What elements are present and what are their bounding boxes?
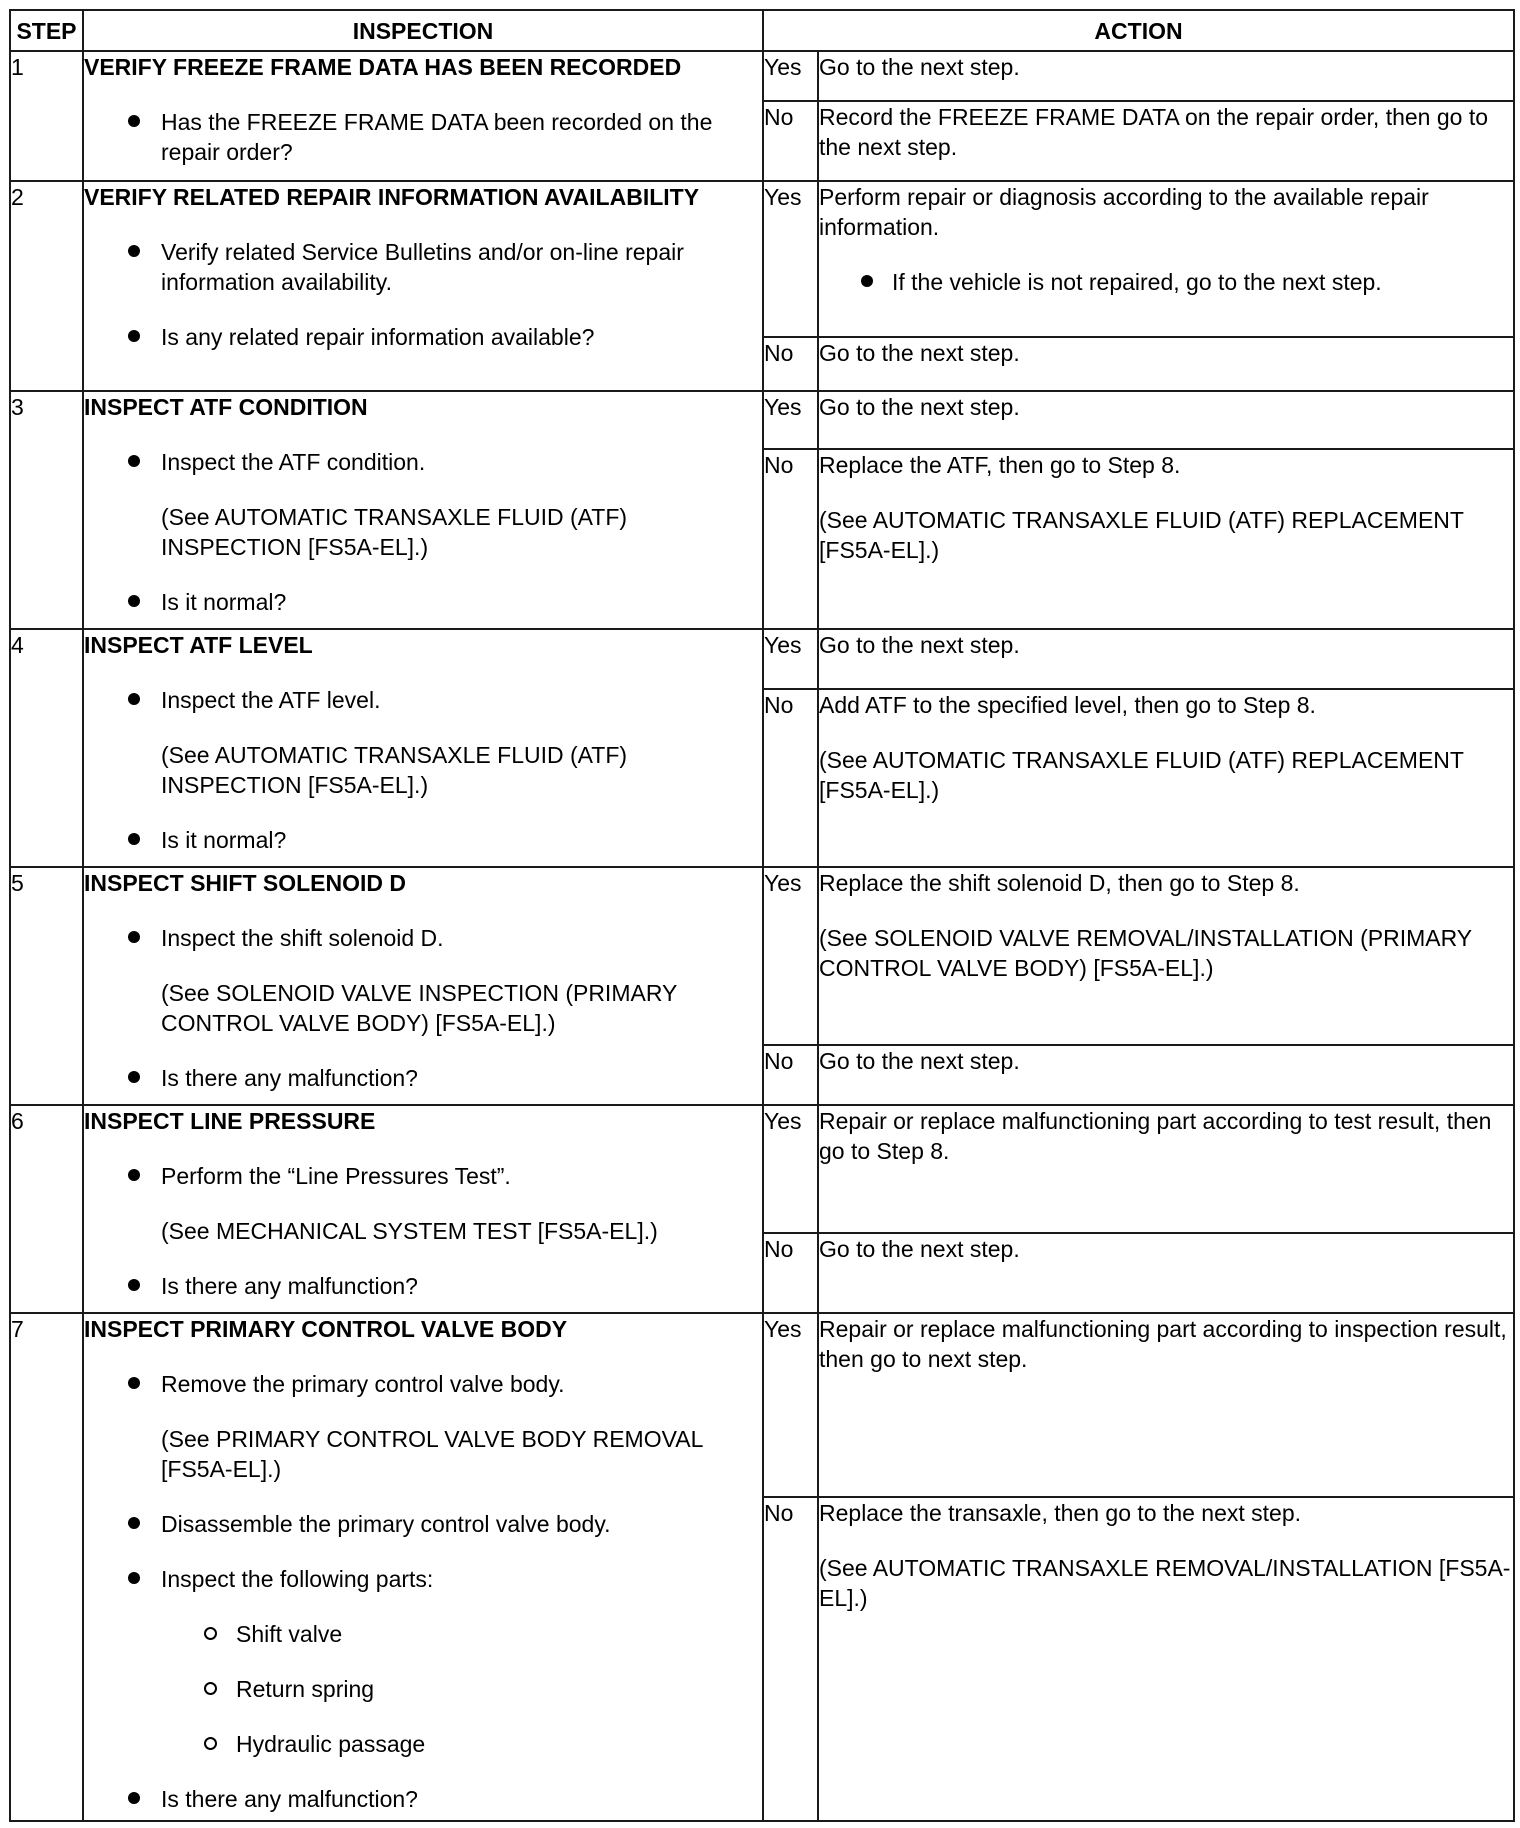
inspection-reference: (See AUTOMATIC TRANSAXLE FLUID (ATF) INSPECTION [FS5A-EL].) [161,504,628,560]
inspection-title: INSPECT PRIMARY CONTROL VALVE BODY [84,1316,568,1342]
inspection-item-text: Inspect the ATF level. [161,687,381,713]
no-action-text: Replace the transaxle, then go to the next step. [819,1500,1302,1526]
bullet-icon [128,1792,140,1804]
bullet-icon [861,275,873,287]
action-reference: (See AUTOMATIC TRANSAXLE REMOVAL/INSTALLATION [FS5A-EL].) [819,1555,1511,1611]
inspection-cell [83,51,763,181]
inspection-sub-item-text: Return spring [236,1676,375,1702]
bullet-icon [128,115,140,127]
step-number: 1 [10,51,83,181]
table-row [10,629,1514,689]
inspection-item [84,685,762,715]
inspection-item-text: Verify related Service Bulletins and/or on-line repair information availability. [161,239,684,295]
inspection-sub-item [84,1729,762,1759]
inspection-question-text: Is there any malfunction? [161,1786,418,1812]
inspection-sub-item-text: Hydraulic passage [236,1731,426,1757]
bullet-icon [128,931,140,943]
yes-action-cell [818,391,1514,449]
no-action-cell [818,689,1514,867]
inspection-title: INSPECT ATF CONDITION [84,394,368,420]
bullet-icon [128,330,140,342]
action-reference: (See AUTOMATIC TRANSAXLE FLUID (ATF) REPLACEMENT [FS5A-EL].) [819,747,1464,803]
inspection-item [84,1509,762,1539]
bullet-icon [128,595,140,607]
inspection-reference: (See MECHANICAL SYSTEM TEST [FS5A-EL].) [161,1218,658,1244]
inspection-item [84,1369,762,1399]
yes-action-text: Go to the next step. [819,54,1020,80]
inspection-item [84,107,762,167]
step-number: 7 [10,1313,83,1821]
table-row [10,867,1514,1045]
table-header-row [10,10,1514,51]
yes-action-cell [818,51,1514,101]
no-action-cell [818,337,1514,391]
inspection-question [84,587,762,617]
inspection-reference: (See SOLENOID VALVE INSPECTION (PRIMARY CONTROL VALVE BODY) [FS5A-EL].) [161,980,677,1036]
table-row [10,51,1514,101]
no-label: No [763,1497,818,1821]
inspection-cell [83,1105,763,1313]
inspection-cell [83,867,763,1105]
bullet-icon [128,833,140,845]
inspection-item [84,447,762,477]
no-action-text: Replace the ATF, then go to Step 8. [819,452,1181,478]
bullet-icon [128,1377,140,1389]
yes-action-cell [818,867,1514,1045]
inspection-sub-item-text: Shift valve [236,1621,343,1647]
inspection-question [84,825,762,855]
yes-label: Yes [763,1313,818,1497]
bullet-icon [128,1071,140,1083]
diagnostic-procedure-sheet [9,9,1513,1822]
yes-label: Yes [763,51,818,101]
inspection-title: INSPECT LINE PRESSURE [84,1108,376,1134]
no-label: No [763,449,818,629]
yes-action-text: Replace the shift solenoid D, then go to Step 8. [819,870,1300,896]
no-label: No [763,1233,818,1313]
inspection-item-text: Inspect the ATF condition. [161,449,426,475]
bullet-icon [128,1169,140,1181]
bullet-icon [128,1279,140,1291]
inspection-item-text: Inspect the shift solenoid D. [161,925,444,951]
inspection-title: VERIFY RELATED REPAIR INFORMATION AVAILABILITY [84,184,700,210]
yes-action-text: Go to the next step. [819,632,1020,658]
step-column-header: STEP [10,10,83,51]
table-row [10,1105,1514,1233]
table-row [10,391,1514,449]
yes-label: Yes [763,1105,818,1233]
inspection-item [84,1161,762,1191]
yes-label: Yes [763,181,818,337]
inspection-item-text: Remove the primary control valve body. [161,1371,565,1397]
no-label: No [763,689,818,867]
inspection-cell [83,629,763,867]
inspection-sub-item [84,1674,762,1704]
inspection-item-text: Inspect the following parts: [161,1566,434,1592]
no-label: No [763,337,818,391]
circle-bullet-icon [204,1682,217,1695]
action-column-header: ACTION [763,10,1514,51]
yes-action-cell [818,1313,1514,1497]
no-action-text: Go to the next step. [819,1236,1020,1262]
inspection-item [84,237,762,297]
step-number: 6 [10,1105,83,1313]
inspection-item-text: Is any related repair information available? [161,324,595,350]
no-action-cell [818,101,1514,181]
inspection-cell [83,181,763,391]
action-item [819,267,1513,297]
bullet-icon [128,455,140,467]
yes-action-cell [818,1105,1514,1233]
step-number: 4 [10,629,83,867]
circle-bullet-icon [204,1737,217,1750]
bullet-icon [128,245,140,257]
yes-action-text: Repair or replace malfunctioning part according to inspection result, then go to next step. [819,1316,1507,1372]
inspection-item [84,1564,762,1594]
step-number: 3 [10,391,83,629]
inspection-sub-item [84,1619,762,1649]
step-number: 5 [10,867,83,1105]
inspection-title: VERIFY FREEZE FRAME DATA HAS BEEN RECORDED [84,54,682,80]
yes-action-cell [818,629,1514,689]
inspection-item-text: Perform the “Line Pressures Test”. [161,1163,511,1189]
no-action-text: Add ATF to the specified level, then go to Step 8. [819,692,1316,718]
inspection-item-text: Disassemble the primary control valve body. [161,1511,611,1537]
yes-action-cell [818,181,1514,337]
yes-action-text: Go to the next step. [819,394,1020,420]
action-item-text: If the vehicle is not repaired, go to the next step. [892,269,1382,295]
no-action-cell [818,1233,1514,1313]
inspection-reference: (See AUTOMATIC TRANSAXLE FLUID (ATF) INSPECTION [FS5A-EL].) [161,742,628,798]
inspection-question-text: Is it normal? [161,589,287,615]
inspection-item [84,322,762,352]
no-action-cell [818,1497,1514,1821]
no-action-text: Go to the next step. [819,1048,1020,1074]
table-row [10,181,1514,337]
bullet-icon [128,1517,140,1529]
inspection-title: INSPECT ATF LEVEL [84,632,313,658]
no-action-cell [818,1045,1514,1105]
table-row [10,1313,1514,1497]
step-number: 2 [10,181,83,391]
no-action-text: Record the FREEZE FRAME DATA on the repair order, then go to the next step. [819,104,1488,160]
no-action-cell [818,449,1514,629]
no-action-text: Go to the next step. [819,340,1020,366]
circle-bullet-icon [204,1627,217,1640]
inspection-question [84,1784,762,1814]
inspection-column-header: INSPECTION [83,10,763,51]
yes-label: Yes [763,867,818,1045]
inspection-question [84,1063,762,1093]
inspection-cell [83,391,763,629]
action-reference: (See SOLENOID VALVE REMOVAL/INSTALLATION (PRIMARY CONTROL VALVE BODY) [FS5A-EL].) [819,925,1472,981]
yes-label: Yes [763,391,818,449]
no-label: No [763,101,818,181]
inspection-title: INSPECT SHIFT SOLENOID D [84,870,407,896]
inspection-item-text: Has the FREEZE FRAME DATA been recorded on the repair order? [161,109,713,165]
inspection-question-text: Is there any malfunction? [161,1065,418,1091]
bullet-icon [128,693,140,705]
inspection-question-text: Is there any malfunction? [161,1273,418,1299]
diagnostic-procedure-table [9,9,1515,1822]
yes-action-text: Perform repair or diagnosis according to the available repair information. [819,184,1429,240]
bullet-icon [128,1572,140,1584]
action-reference: (See AUTOMATIC TRANSAXLE FLUID (ATF) REPLACEMENT [FS5A-EL].) [819,507,1464,563]
yes-action-text: Repair or replace malfunctioning part according to test result, then go to Step 8. [819,1108,1492,1164]
no-label: No [763,1045,818,1105]
yes-label: Yes [763,629,818,689]
inspection-question-text: Is it normal? [161,827,287,853]
inspection-question [84,1271,762,1301]
inspection-item [84,923,762,953]
inspection-cell [83,1313,763,1821]
inspection-reference: (See PRIMARY CONTROL VALVE BODY REMOVAL [FS5A-EL].) [161,1426,703,1482]
